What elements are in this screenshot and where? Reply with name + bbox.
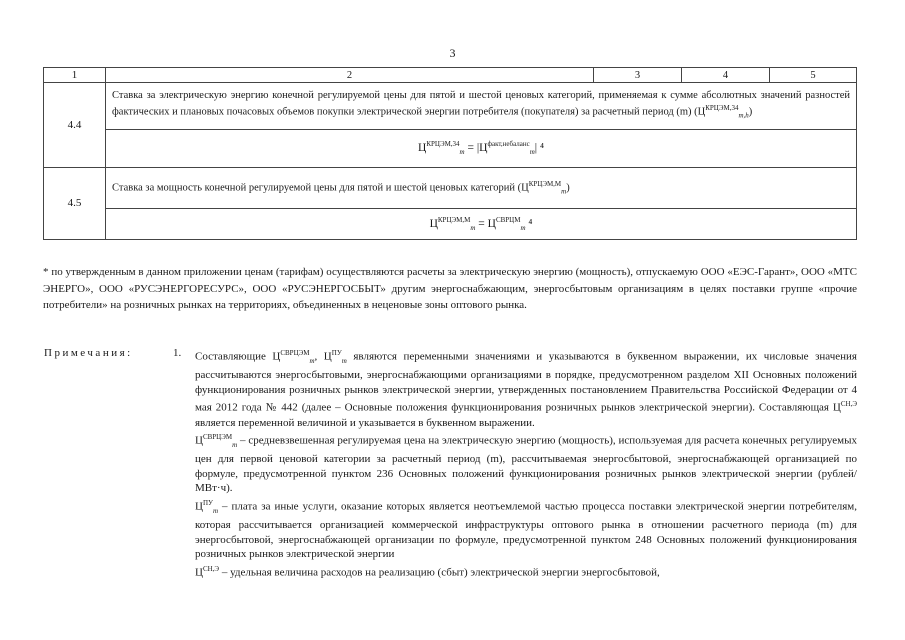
note-superscript: ПУ bbox=[202, 498, 213, 507]
row-number: 4.5 bbox=[44, 167, 106, 240]
note-text: Составляющие Ц bbox=[195, 350, 281, 363]
description-subscript: m,h bbox=[738, 111, 749, 120]
formula-subscript: m bbox=[520, 224, 526, 233]
formula-superscript: КРЦЭМ,34 bbox=[426, 140, 460, 149]
row-description bbox=[106, 167, 857, 209]
note-text: Ц bbox=[195, 500, 203, 513]
note-paragraph-3 bbox=[195, 496, 857, 562]
formula-subscript: m bbox=[470, 224, 476, 233]
note-text: является переменной величиной и указывается в буквенном выражении. bbox=[195, 416, 535, 429]
header-cell-3: 3 bbox=[594, 68, 682, 83]
note-superscript: СВРЦЭМ bbox=[202, 433, 233, 441]
formula-end: ⁴ bbox=[525, 217, 533, 230]
formula-subscript: m bbox=[529, 148, 535, 157]
formula-superscript: факт,небаланс bbox=[487, 140, 530, 149]
table-row bbox=[44, 167, 857, 209]
note-subscript: m bbox=[309, 356, 315, 365]
note-paragraph-1 bbox=[195, 346, 857, 430]
header-cell-4: 4 bbox=[682, 68, 770, 83]
description-subscript: m bbox=[561, 187, 567, 196]
formula-superscript: СВРЦМ bbox=[495, 216, 521, 225]
note-paragraph-4 bbox=[195, 562, 857, 580]
description-superscript: КРЦЭМ,34 bbox=[705, 104, 739, 112]
header-cell-5: 5 bbox=[770, 68, 857, 83]
page-number: 3 bbox=[449, 46, 456, 60]
formula-symbol: Ц bbox=[429, 217, 438, 230]
description-text: Ставка за мощность конечной регулируемой цены для пятой и шестой ценовых категорий (Ц bbox=[112, 182, 529, 194]
note-superscript: СН,Э bbox=[202, 564, 220, 573]
description-end: ) bbox=[566, 182, 570, 194]
tariff-table bbox=[43, 67, 857, 240]
note-paragraph-2 bbox=[195, 430, 857, 496]
note-subscript: m bbox=[232, 440, 238, 449]
note-subscript: m bbox=[341, 356, 347, 365]
notes-number: 1. bbox=[173, 347, 182, 359]
description-text: Ставка за электрическую энергию конечной регулируемой цены для пятой и шестой ценовых категорий, применяемая к сумме абсолютных значений разностей фактических и плановых почасовых объемов покупки электрической энергии потребителя (покупателя) за расчетный период (m) (Ц bbox=[112, 90, 850, 118]
note-text: Ц bbox=[195, 566, 203, 579]
row-description bbox=[106, 83, 857, 130]
description-superscript: КРЦЭМ,М bbox=[528, 179, 562, 188]
note-superscript: СВРЦЭМ bbox=[280, 349, 310, 357]
footnote: * по утвержденным в данном приложении ценам (тарифам) осуществляются расчеты за электрическую энергию (мощность), отпускаемую ООО «ЕЭС-Гарант», ООО «МТС ЭНЕРГО», ООО «РУСЭНЕРГОРЕСУРС», ООО «РУСЭНЕРГОСБЫТ» другим энергоснабжающим, энергосбытовым организациям в целях поставки группе «прочие потребители» на розничных рынках на территориях, объединенных в неценовые зоны оптового рынка. bbox=[43, 266, 857, 311]
notes-body bbox=[195, 346, 857, 580]
notes-label: Примечания: bbox=[44, 347, 133, 359]
formula-operator: = |Ц bbox=[464, 141, 488, 154]
note-text: – плата за иные услуги, оказание которых является неотъемлемой частью процесса поставки электрической энергии потребителям, которая рассчитывается организацией коммерческой инфраструктуры оптового рынка в отношении расчетного периода (m) для энергосбытовой, энергоснабжающей организации по формуле, предусмотренной пунктом 248 Основных положений функционирования розничных рынков электрической энергии bbox=[195, 500, 857, 561]
formula-cell bbox=[106, 209, 857, 240]
note-text: – удельная величина расходов на реализацию (сбыт) электрической энергии энергосбытовой, bbox=[219, 566, 660, 579]
note-text: , Ц bbox=[314, 350, 332, 363]
table-header-row bbox=[44, 68, 857, 83]
note-text: являются переменными значениями и указываются в буквенном выражении, их числовые значения рассчитываются энергосбытовыми, энергоснабжающими организациями в порядке, предусмотренном разделом XII Основных положений функционирования розничных рынков электрической энергии, утвержденных постановлением Правительства Российской Федерации от 4 мая 2012 года № 442 (далее – Основные положения функционирования розничных рынков электрической энергии). Составляющая Ц bbox=[195, 350, 857, 414]
table-row bbox=[44, 83, 857, 130]
formula-cell bbox=[106, 129, 857, 167]
note-subscript: m bbox=[212, 506, 219, 515]
header-cell-1: 1 bbox=[44, 68, 106, 83]
formula-operator: = Ц bbox=[475, 217, 496, 230]
note-text: – средневзвешенная регулируемая цена на электрическую энергию (мощность), используемая для расчета конечных регулируемых цен для первой ценовой категории за расчетный период (m), рассчитываемая энергосбытовой, энергоснабжающей организацией по формуле, предусмотренной пунктом 236 Основных положений функционирования розничных рынков электрической энергии (рублей/МВт·ч). bbox=[195, 434, 857, 495]
formula-row bbox=[44, 129, 857, 167]
note-superscript: СН,Э bbox=[840, 400, 857, 409]
formula-subscript: m bbox=[459, 148, 465, 157]
note-text: Ц bbox=[195, 434, 203, 447]
header-cell-2: 2 bbox=[106, 68, 594, 83]
description-end: ) bbox=[748, 106, 753, 118]
formula-end: | ⁴ bbox=[534, 141, 544, 154]
note-superscript: ПУ bbox=[331, 349, 342, 357]
row-number: 4.4 bbox=[44, 83, 106, 168]
formula-symbol: Ц bbox=[418, 141, 427, 154]
formula-row bbox=[44, 209, 857, 240]
formula-superscript: КРЦЭМ,М bbox=[437, 216, 471, 225]
